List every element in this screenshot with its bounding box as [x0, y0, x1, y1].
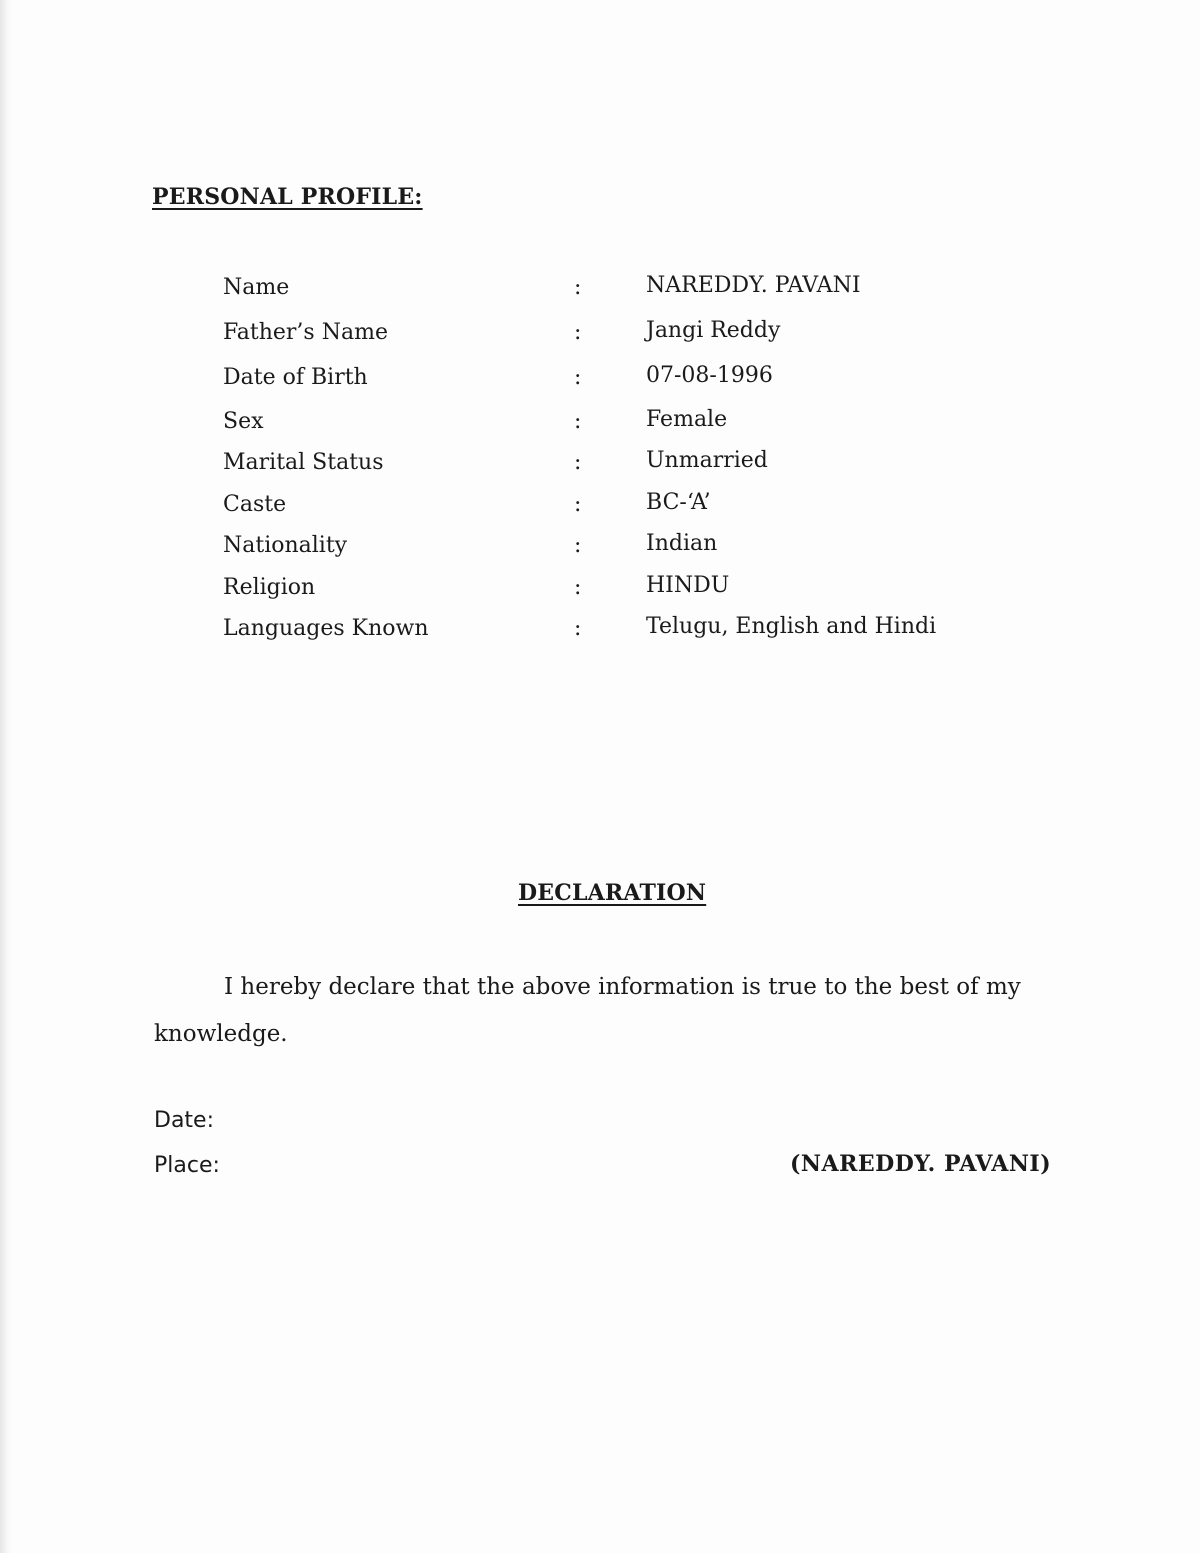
- profile-row-marital-status: [0, 450, 1200, 480]
- row-separator: :: [574, 365, 582, 390]
- row-label: Religion: [223, 575, 316, 600]
- row-value: Indian: [646, 531, 718, 556]
- row-separator: :: [574, 450, 582, 475]
- row-value: Unmarried: [646, 448, 768, 473]
- row-label: Sex: [223, 409, 264, 434]
- date-label: Date:: [154, 1108, 214, 1133]
- profile-row-caste: [0, 492, 1200, 522]
- row-separator: :: [574, 492, 582, 517]
- row-separator: :: [574, 533, 582, 558]
- row-label: Marital Status: [223, 450, 384, 475]
- profile-row-name: [0, 275, 1200, 305]
- signature-name: (NAREDDY. PAVANI): [790, 1151, 1052, 1177]
- row-value: 07-08-1996: [646, 363, 773, 388]
- row-label: Languages Known: [223, 616, 429, 641]
- row-label: Caste: [223, 492, 287, 517]
- profile-row-nationality: [0, 533, 1200, 563]
- row-label: Nationality: [223, 533, 348, 558]
- profile-row-religion: [0, 575, 1200, 605]
- row-label: Name: [223, 275, 290, 300]
- personal-profile-heading: PERSONAL PROFILE:: [152, 184, 423, 210]
- profile-row-languages-known: [0, 616, 1200, 646]
- row-value: Telugu, English and Hindi: [646, 614, 937, 639]
- row-value: Jangi Reddy: [646, 318, 781, 343]
- profile-row-date-of-birth: [0, 365, 1200, 395]
- row-separator: :: [574, 320, 582, 345]
- row-label: Father’s Name: [223, 320, 388, 345]
- row-separator: :: [574, 616, 582, 641]
- row-value: BC-‘A’: [646, 490, 711, 515]
- row-separator: :: [574, 409, 582, 434]
- row-value: HINDU: [646, 573, 730, 598]
- declaration-text: I hereby declare that the above information is true to the best of my knowledge.: [154, 974, 1021, 1047]
- row-label: Date of Birth: [223, 365, 368, 390]
- profile-row-sex: [0, 409, 1200, 439]
- row-separator: :: [574, 575, 582, 600]
- profile-row-fathers-name: [0, 320, 1200, 350]
- place-label: Place:: [154, 1153, 220, 1178]
- scan-edge-shadow: [0, 0, 12, 1553]
- row-separator: :: [574, 275, 582, 300]
- row-value: NAREDDY. PAVANI: [646, 273, 861, 298]
- declaration-heading: DECLARATION: [518, 880, 707, 906]
- row-value: Female: [646, 407, 728, 432]
